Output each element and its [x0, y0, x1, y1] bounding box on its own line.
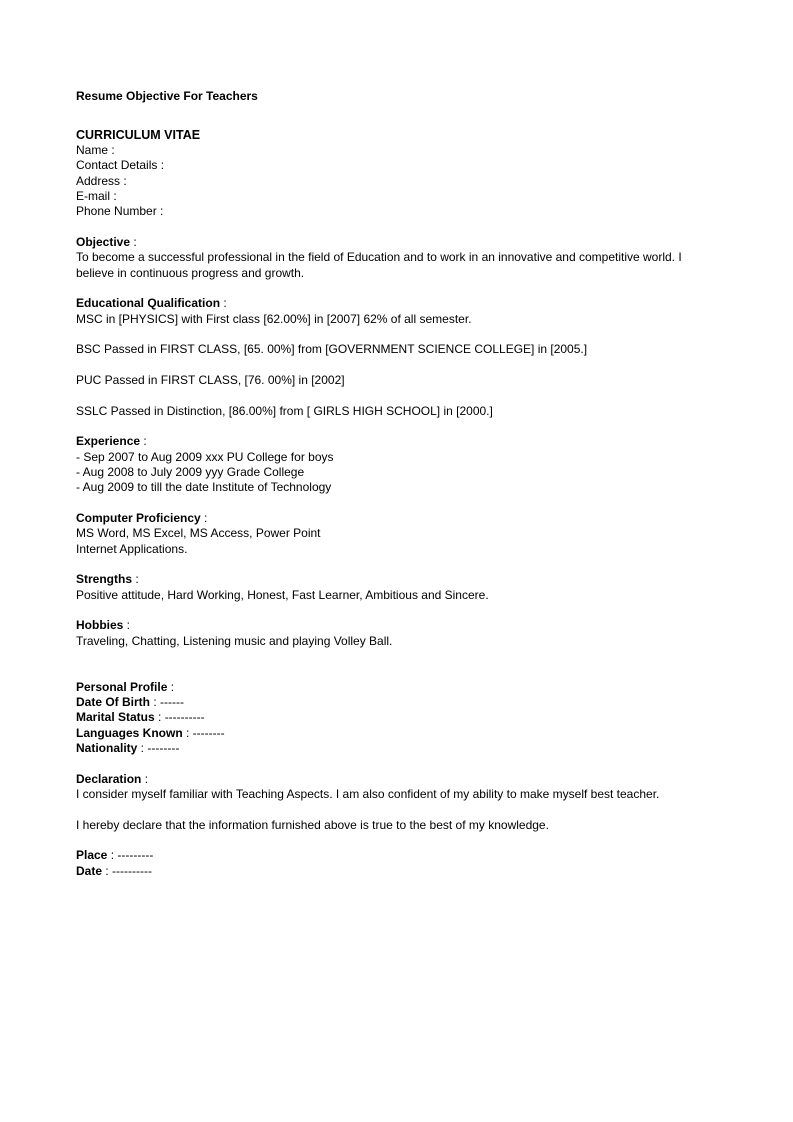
hobbies-heading-sep: : — [123, 618, 131, 632]
experience-heading-label: Experience — [76, 434, 141, 448]
objective-heading-sep: : — [130, 235, 137, 249]
hobbies-heading — [76, 618, 130, 633]
experience-item: - Aug 2008 to July 2009 yyy Grade College — [76, 465, 305, 479]
personal-heading — [76, 680, 174, 695]
education-heading-label: Educational Qualification — [76, 296, 221, 310]
place-label: Place — [76, 848, 108, 862]
strengths-heading-sep: : — [132, 572, 139, 586]
dob-value: : ------ — [150, 695, 184, 709]
languages-row — [76, 726, 225, 741]
education-heading-sep: : — [220, 296, 227, 310]
personal-heading-sep: : — [167, 680, 175, 694]
nationality-label: Nationality — [76, 741, 138, 755]
hobbies-heading-label: Hobbies — [76, 618, 124, 632]
dob-row — [76, 695, 184, 710]
experience-item: - Aug 2009 to till the date Institute of Technology — [76, 480, 332, 494]
date-value: : ---------- — [102, 864, 152, 878]
strengths-text: Positive attitude, Hard Working, Honest, Fast Learner, Ambitious and Sincere. — [76, 588, 489, 602]
experience-heading-sep: : — [140, 434, 147, 448]
computer-heading-label: Computer Proficiency — [76, 511, 201, 525]
experience-heading — [76, 434, 147, 449]
place-row — [76, 848, 153, 863]
cv-heading: CURRICULUM VITAE — [76, 128, 201, 142]
contact-phone: Phone Number : — [76, 204, 164, 218]
declaration-heading — [76, 772, 148, 787]
place-value: : --------- — [107, 848, 154, 862]
languages-value: : -------- — [182, 726, 225, 740]
date-label: Date — [76, 864, 103, 878]
education-item: MSC in [PHYSICS] with First class [62.00%] in [2007] 62% of all semester. — [76, 312, 472, 326]
marital-value: : ---------- — [154, 710, 205, 724]
declaration-text-2: I hereby declare that the information furnished above is true to the best of my knowledge. — [76, 818, 549, 832]
personal-heading-label: Personal Profile — [76, 680, 168, 694]
hobbies-text: Traveling, Chatting, Listening music and playing Volley Ball. — [76, 634, 393, 648]
nationality-value: : -------- — [137, 741, 180, 755]
document-title: Resume Objective For Teachers — [76, 89, 258, 103]
computer-heading — [76, 511, 207, 526]
dob-label: Date Of Birth — [76, 695, 151, 709]
objective-heading — [76, 235, 137, 250]
computer-item: MS Word, MS Excel, MS Access, Power Point — [76, 526, 321, 540]
objective-heading-label: Objective — [76, 235, 131, 249]
computer-heading-sep: : — [200, 511, 208, 525]
contact-address: Address : — [76, 174, 127, 188]
objective-text: To become a successful professional in the field of Education and to work in an innovative and competitive world. I believe in continuous progress and growth. — [76, 250, 682, 280]
computer-item: Internet Applications. — [76, 542, 188, 556]
contact-email: E-mail : — [76, 189, 117, 203]
date-row — [76, 864, 152, 879]
contact-name: Name : — [76, 143, 115, 157]
declaration-heading-sep: : — [141, 772, 149, 786]
education-item: PUC Passed in FIRST CLASS, [76. 00%] in [2002] — [76, 373, 345, 387]
education-item: BSC Passed in FIRST CLASS, [65. 00%] from [GOVERNMENT SCIENCE COLLEGE] in [2005.] — [76, 342, 588, 356]
marital-row — [76, 710, 205, 725]
strengths-heading — [76, 572, 139, 587]
declaration-heading-label: Declaration — [76, 772, 142, 786]
languages-label: Languages Known — [76, 726, 183, 740]
education-heading — [76, 296, 227, 311]
nationality-row — [76, 741, 179, 756]
marital-label: Marital Status — [76, 710, 155, 724]
education-item: SSLC Passed in Distinction, [86.00%] from [ GIRLS HIGH SCHOOL] in [2000.] — [76, 404, 493, 418]
strengths-heading-label: Strengths — [76, 572, 133, 586]
contact-details: Contact Details : — [76, 158, 165, 172]
experience-item: - Sep 2007 to Aug 2009 xxx PU College for boys — [76, 450, 334, 464]
declaration-text-1: I consider myself familiar with Teaching Aspects. I am also confident of my ability to make myself best teacher. — [76, 787, 660, 801]
